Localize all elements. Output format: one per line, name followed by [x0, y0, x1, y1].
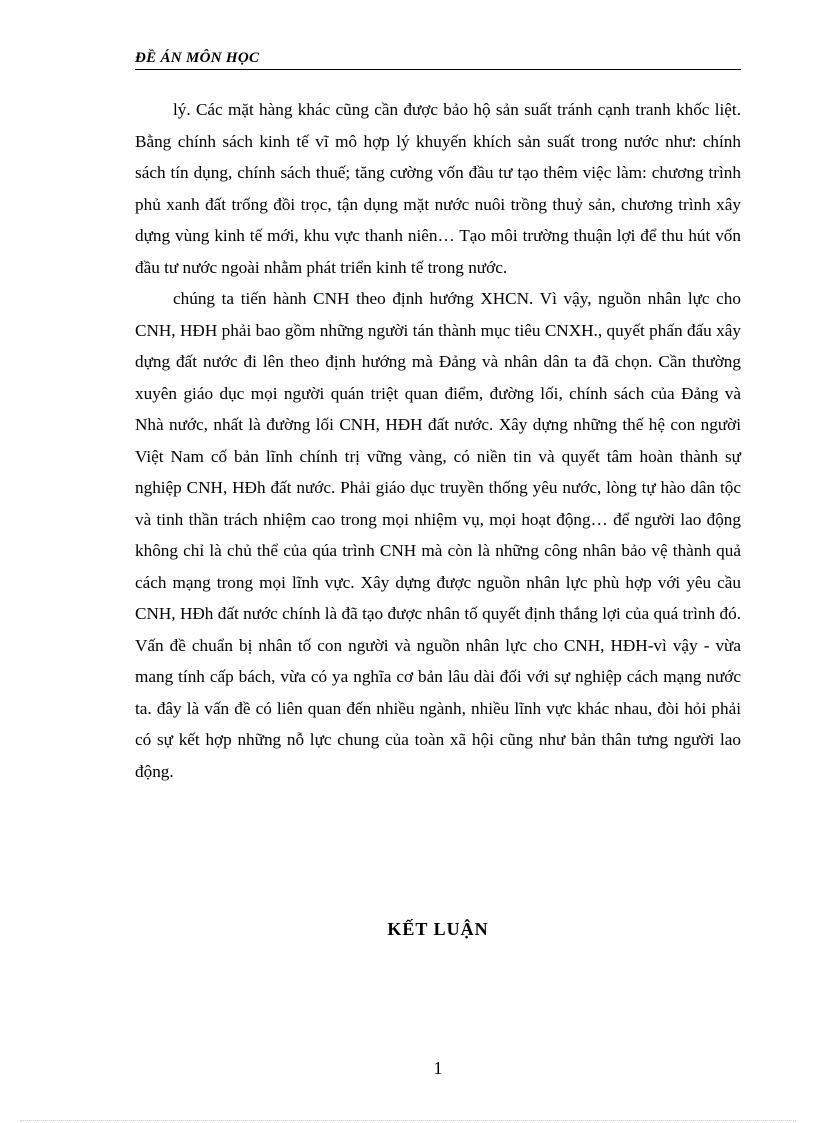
- page-edge-divider: [20, 1120, 796, 1121]
- header-title: ĐỀ ÁN MÔN HỌC: [135, 50, 260, 66]
- page-number: 1: [433, 1058, 443, 1078]
- paragraph-1: lý. Các mặt hàng khác cũng cần được bảo hộ sản suất tránh cạnh tranh khốc liệt. Bằng chính sách kinh tế vĩ mô hợp lý khuyến khích sản suất trong nước như: chính sách tín dụng, chính sách thuế; tăng cường vốn đầu tư tạo thêm việc làm: chương trình phủ xanh đất trống đồi trọc, tận dụng mặt nước nuôi trồng thuỷ sản, chương trình xây dựng vùng kinh tế mới, khu vực thanh niên… Tạo môi trường thuận lợi để thu hút vốn đầu tư nước ngoài nhằm phát triển kinh tế trong nước.: [135, 100, 741, 277]
- conclusion-heading: KẾT LUẬN: [387, 919, 489, 939]
- page-header: [135, 49, 741, 70]
- paragraph-2: chúng ta tiến hành CNH theo định hướng XHCN. Vì vậy, nguồn nhân lực cho CNH, HĐH phải bao gồm những người tán thành mục tiêu CNXH., quyết phấn đấu xây dựng đất nước đi lên theo định hướng mà Đảng và nhân dân ta đã chọn. Cần thường xuyên giáo dục mọi người quán triệt quan điểm, đường lối, chính sách của Đảng và Nhà nước, nhất là đường lối CNH, HĐH đất nước. Xây dựng những thế hệ con người Việt Nam cố bản lĩnh chính trị vững vàng, có niền tin và quyết tâm hoàn thành sự nghiệp CNH, HĐh đất nước. Phải giáo dục truyền thống yêu nước, lòng tự hào dân tộc và tinh thần trách nhiệm cao trong mọi nhiệm vụ, mọi hoạt động… để người lao động không chỉ là chủ thể của qúa trình CNH mà còn là những công nhân bảo vệ thành quả cách mạng trong mọi lĩnh vực. Xây dựng được nguồn nhân lực phù hợp với yêu cầu CNH, HĐh đất nước chính là đã tạo được nhân tố quyết định thắng lợi của quá trình đó. Vấn đề chuẩn bị nhân tố con người và nguồn nhân lực cho CNH, HĐH-vì vậy - vừa mang tính cấp bách, vừa có ya nghĩa cơ bản lâu dài đối với sự nghiệp cách mạng nước ta. đây là vấn đề có liên quan đến nhiều ngành, nhiều lĩnh vực khác nhau, đòi hỏi phải có sự kết hợp những nỗ lực chung của toàn xã hội cũng như bản thân tưng người lao động.: [135, 289, 741, 781]
- body-text: [135, 94, 741, 787]
